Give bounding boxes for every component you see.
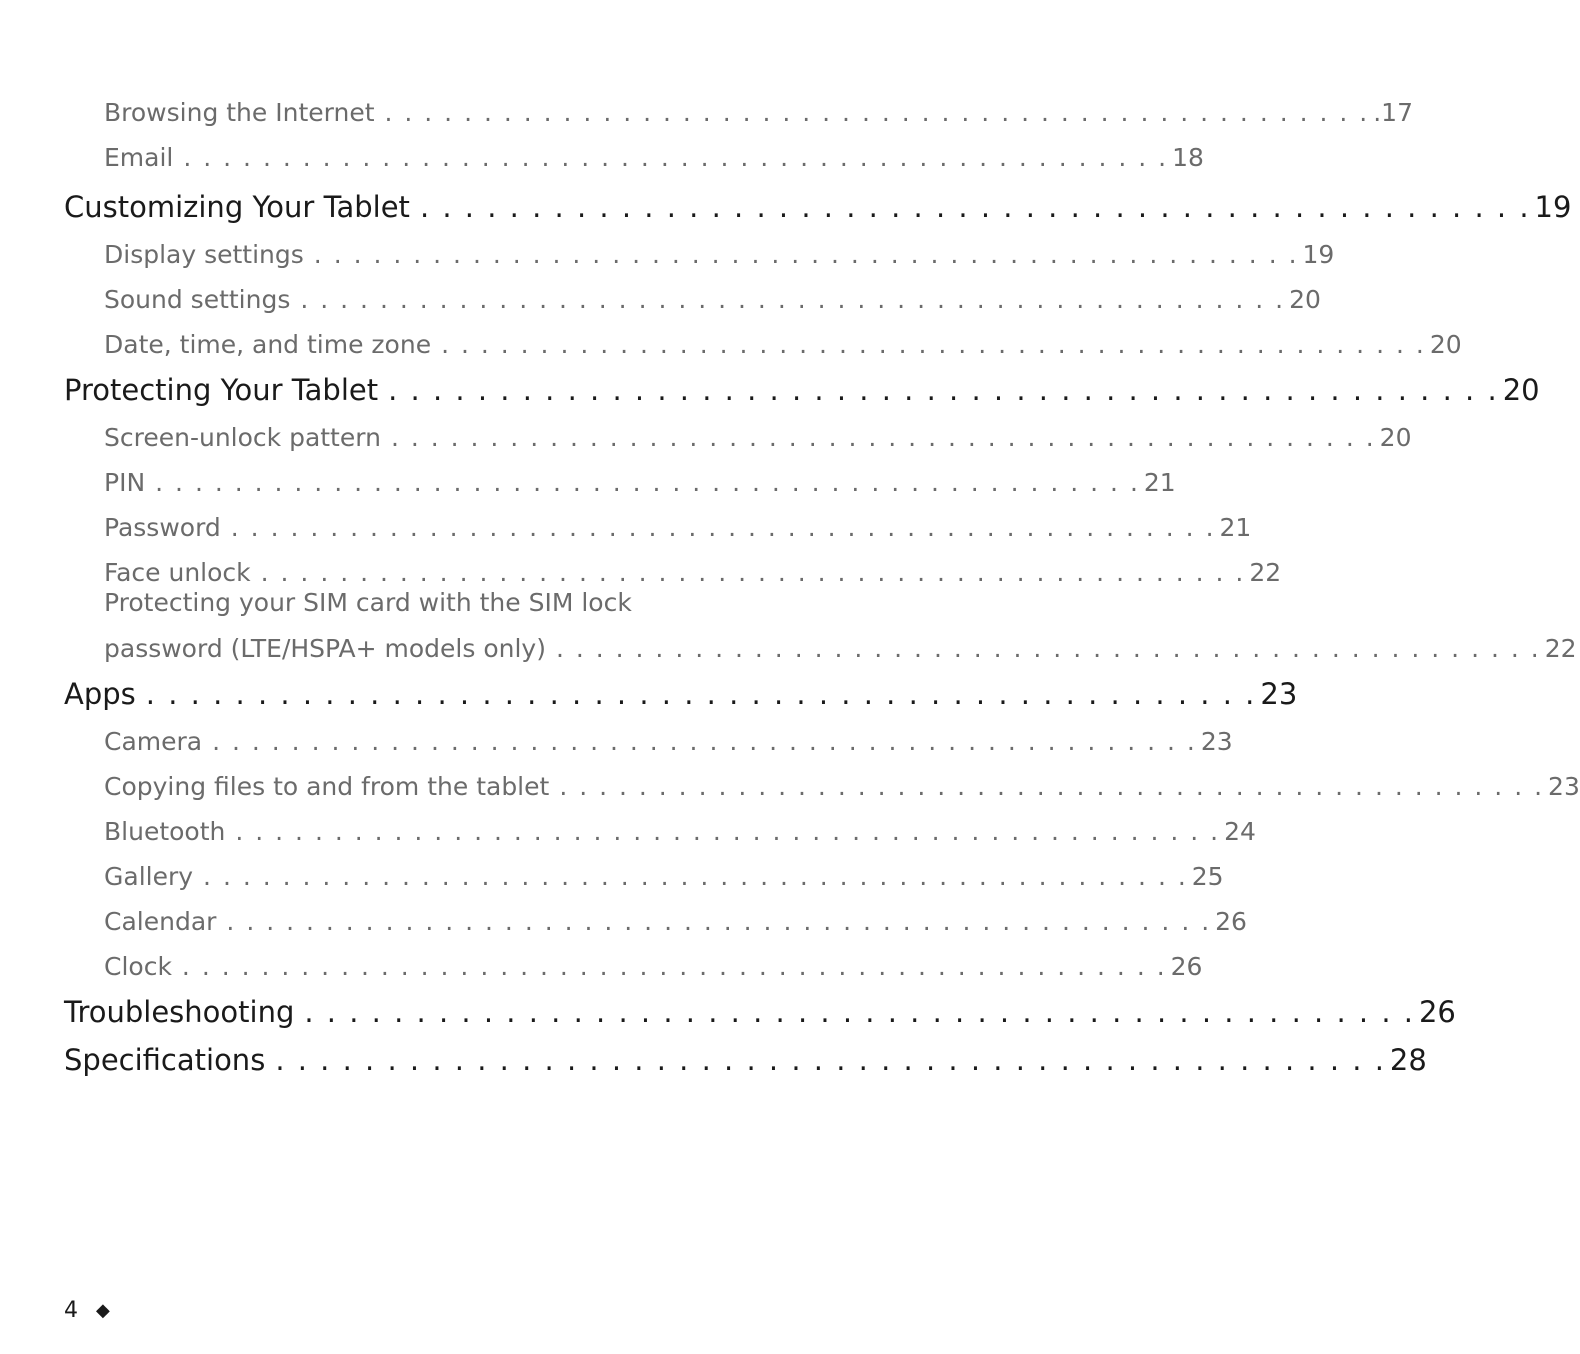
dot-leader: . . . . . . . . . . . . . . . . . . . . . . . . . . . . . . . . . . . . . . . . . . . . . . . . . . <box>388 373 1499 407</box>
toc-entry-label: Camera <box>104 727 203 756</box>
dot-leader: . . . . . . . . . . . . . . . . . . . . . . . . . . . . . . . . . . . . . . . . . . . . . . . . . . <box>555 634 1541 663</box>
toc-entry-page: 19 <box>1302 240 1335 269</box>
toc-entry-pin[interactable] <box>104 452 1176 497</box>
dot-leader: . . . . . . . . . . . . . . . . . . . . . . . . . . . . . . . . . . . . . . . . . . . . . . . . . . <box>155 468 1140 497</box>
toc-entry-email[interactable] <box>104 127 1204 172</box>
dot-leader: . . . . . . . . . . . . . . . . . . . . . . . . . . . . . . . . . . . . . . . . . . . . . . . . . . <box>203 862 1188 891</box>
toc-chapter-page: 26 <box>1418 995 1456 1029</box>
diamond-icon: ◆ <box>96 1300 110 1321</box>
toc-entry-sound-settings[interactable] <box>104 269 1321 314</box>
toc-entry-label: Clock <box>104 952 172 981</box>
toc-entry-label: Browsing the Internet <box>104 98 375 127</box>
toc-entry-label: Date, time, and time zone <box>104 330 432 359</box>
dot-leader: . . . . . . . . . . . . . . . . . . . . . . . . . . . . . . . . . . . . . . . . . . . . . . . . . . <box>183 143 1169 172</box>
toc-entry-label: Gallery <box>104 862 194 891</box>
toc-entry-page: 20 <box>1429 330 1462 359</box>
toc-entry-label: Face unlock <box>104 558 251 587</box>
toc-entry-label: Copying files to and from the tablet <box>104 772 550 801</box>
dot-leader: . . . . . . . . . . . . . . . . . . . . . . . . . . . . . . . . . . . . . . . . . . . . . . . . . . <box>212 727 1197 756</box>
dot-leader: . . . . . . . . . . . . . . . . . . . . . . . . . . . . . . . . . . . . . . . . . . . . . . . . . . <box>419 190 1531 224</box>
page-footer <box>64 1298 110 1323</box>
dot-leader: . . . . . . . . . . . . . . . . . . . . . . . . . . . . . . . . . . . . . . . . . . . . . . . . . . <box>313 240 1299 269</box>
dot-leader: . . . . . . . . . . . . . . . . . . . . . . . . . . . . . . . . . . . . . . . . . . . . . . . . . . <box>230 513 1216 542</box>
toc-entry-page: 24 <box>1224 817 1256 846</box>
dot-leader: . . . . . . . . . . . . . . . . . . . . . . . . . . . . . . . . . . . . . . . . . . . . . . . . . . <box>384 98 1370 127</box>
toc-chapter-protecting-your-tablet[interactable] <box>64 359 1540 407</box>
toc-entry-page: 21 <box>1143 468 1176 497</box>
toc-entry-label: Screen-unlock pattern <box>104 423 381 452</box>
toc-chapter-page: 20 <box>1502 373 1540 407</box>
dot-leader: . . . . . . . . . . . . . . . . . . . . . . . . . . . . . . . . . . . . . . . . . . . . . . . . . . <box>145 677 1257 711</box>
toc-chapter-customizing-your-tablet[interactable] <box>64 176 1572 224</box>
dot-leader: . . . . . . . . . . . . . . . . . . . . . . . . . . . . . . . . . . . . . . . . . . . . . . . . . . <box>260 558 1246 587</box>
toc-entry-gallery[interactable] <box>104 846 1224 891</box>
toc-entry-label-line2: password (LTE/HSPA+ models only) <box>104 634 546 663</box>
toc-entry-password[interactable] <box>104 497 1252 542</box>
toc-entry-clock[interactable] <box>104 936 1203 981</box>
toc-entry-label-line1: Protecting your SIM card with the SIM lock <box>104 588 632 617</box>
toc-chapter-specifications[interactable] <box>64 1029 1427 1077</box>
toc-entry-label: Bluetooth <box>104 817 226 846</box>
toc-entry-label: Display settings <box>104 240 304 269</box>
toc-entry-page: 23 <box>1200 727 1233 756</box>
toc-entry-label: Email <box>104 143 174 172</box>
toc-entry-page: 20 <box>1379 423 1412 452</box>
toc-entry-page: 18 <box>1172 143 1204 172</box>
toc-entry-camera[interactable] <box>104 711 1233 756</box>
toc-entry-page: .17 <box>1373 98 1413 127</box>
toc-entry-label: Password <box>104 513 221 542</box>
toc-chapter-page: 19 <box>1534 190 1572 224</box>
toc-entry-page: 26 <box>1215 907 1247 936</box>
dot-leader: . . . . . . . . . . . . . . . . . . . . . . . . . . . . . . . . . . . . . . . . . . . . . . . . . . <box>275 1043 1386 1077</box>
toc-entry-page: 20 <box>1289 285 1321 314</box>
toc-chapter-label: Customizing Your Tablet <box>64 190 410 224</box>
toc-entry-page: 21 <box>1219 513 1252 542</box>
dot-leader: . . . . . . . . . . . . . . . . . . . . . . . . . . . . . . . . . . . . . . . . . . . . . . . . . . <box>235 817 1221 846</box>
toc-chapter-page: 23 <box>1260 677 1298 711</box>
dot-leader: . . . . . . . . . . . . . . . . . . . . . . . . . . . . . . . . . . . . . . . . . . . . . . . . . . <box>300 285 1286 314</box>
toc-entry-page: 22 <box>1544 634 1577 663</box>
toc-entry-label: Sound settings <box>104 285 291 314</box>
toc-entry-label: PIN <box>104 468 146 497</box>
dot-leader: . . . . . . . . . . . . . . . . . . . . . . . . . . . . . . . . . . . . . . . . . . . . . . . . . . <box>390 423 1376 452</box>
toc-entry-bluetooth[interactable] <box>104 801 1256 846</box>
toc-chapter-apps[interactable] <box>64 663 1298 711</box>
toc-entry-calendar[interactable] <box>104 891 1247 936</box>
toc-entry-label: Calendar <box>104 907 217 936</box>
toc-chapter-page: 28 <box>1389 1043 1427 1077</box>
dot-leader: . . . . . . . . . . . . . . . . . . . . . . . . . . . . . . . . . . . . . . . . . . . . . . . . . . <box>304 995 1415 1029</box>
toc-entry-sim-lock[interactable] <box>104 587 1577 663</box>
toc-entry-display-settings[interactable] <box>104 224 1335 269</box>
toc-chapter-label: Troubleshooting <box>64 995 295 1029</box>
toc-entry-browsing-the-internet[interactable] <box>104 82 1413 127</box>
toc-entry-copying-files[interactable] <box>104 756 1580 801</box>
dot-leader: . . . . . . . . . . . . . . . . . . . . . . . . . . . . . . . . . . . . . . . . . . . . . . . . . . <box>559 772 1545 801</box>
toc-entry-face-unlock[interactable] <box>104 542 1282 587</box>
toc-chapter-label: Specifications <box>64 1043 266 1077</box>
toc-entry-page: 22 <box>1249 558 1282 587</box>
toc-entry-page: 25 <box>1191 862 1224 891</box>
toc-entry-screen-unlock-pattern[interactable] <box>104 407 1412 452</box>
toc-entry-page: 26 <box>1170 952 1203 981</box>
dot-leader: . . . . . . . . . . . . . . . . . . . . . . . . . . . . . . . . . . . . . . . . . . . . . . . . . . <box>226 907 1212 936</box>
table-of-contents <box>64 82 1580 1077</box>
dot-leader: . . . . . . . . . . . . . . . . . . . . . . . . . . . . . . . . . . . . . . . . . . . . . . . . . . <box>181 952 1167 981</box>
dot-leader: . . . . . . . . . . . . . . . . . . . . . . . . . . . . . . . . . . . . . . . . . . . . . . . . . . <box>441 330 1426 359</box>
toc-chapter-label: Protecting Your Tablet <box>64 373 379 407</box>
toc-entry-page: 23 <box>1548 772 1580 801</box>
toc-entry-date-time-zone[interactable] <box>104 314 1462 359</box>
page-number: 4 <box>64 1298 78 1323</box>
toc-chapter-label: Apps <box>64 677 136 711</box>
toc-chapter-troubleshooting[interactable] <box>64 981 1456 1029</box>
